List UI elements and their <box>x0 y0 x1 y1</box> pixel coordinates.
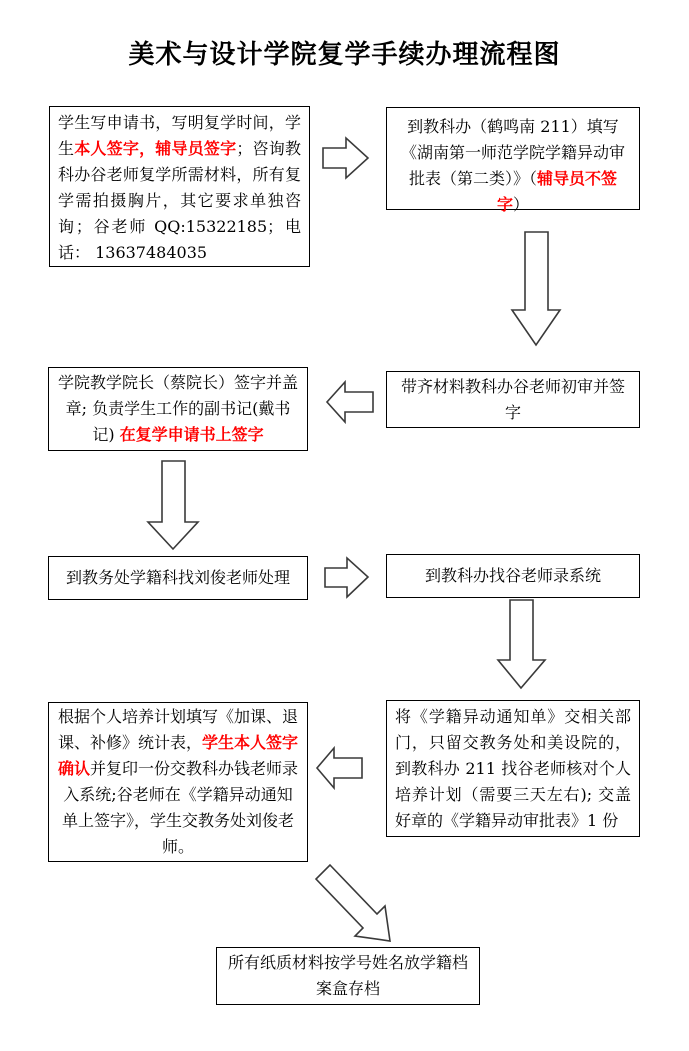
text-segment: 并复印一份交教科办钱老师录入系统;谷老师在《学籍异动通知单上签字》，学生交教务处刘俊老师。 <box>61 759 299 856</box>
text-segment: 将《学籍异动通知单》交相关部门，只留交教务处和美设院的，到教科办 211 找谷老师核对个人培养计划（需要三天左右); 交盖好章的《学籍异动审批表》1 份 <box>395 706 631 830</box>
text-segment: 到教科办（鹤鸣南 211）填写《湖南第一师范学院学籍异动审批表（第二类）》（ <box>400 117 625 188</box>
text-segment: 学院教学院长（蔡院长）签字并盖章; 负责学生工作的副书记(戴书记) <box>57 373 298 444</box>
down-arrow-icon <box>512 232 560 345</box>
text-segment: 所有纸质材料按学号姓名放学籍档案盒存档 <box>227 953 468 998</box>
text-segment: 本人签字，辅导员签字 <box>74 139 237 158</box>
down-arrow-icon <box>498 600 545 688</box>
left-arrow-icon <box>317 748 362 788</box>
flow-step-fill-approval-form <box>386 107 640 214</box>
text-segment: ；咨询教科办谷老师复学所需材料，所有复学需拍摄胸片，其它要求单独咨询；谷老师 QQ:15322185；电话： 13637484035 <box>58 139 301 262</box>
flow-step-office-system-entry <box>386 554 640 598</box>
text-segment: 到教科办找谷老师录系统 <box>424 566 601 585</box>
right-arrow-icon <box>325 558 368 597</box>
text-segment: 根据个人培养计划填写《加课、退课、补修》统计表， <box>57 707 298 752</box>
flow-step-archive <box>216 947 480 1005</box>
text-segment: 学生本人签字确认 <box>57 733 299 778</box>
diagonal-down-right-arrow-icon <box>316 865 390 941</box>
right-arrow-icon <box>323 138 368 178</box>
text-segment: 到教务处学籍科找刘俊老师处理 <box>65 568 290 587</box>
text-segment: ） <box>513 195 530 214</box>
flow-step-dean-sign-stamp <box>48 367 308 451</box>
flow-step-course-statistics <box>48 702 308 862</box>
page-title: 美术与设计学院复学手续办理流程图 <box>128 40 561 70</box>
text-segment: 在复学申请书上签字 <box>119 425 264 444</box>
flow-step-write-application <box>49 106 310 267</box>
text-segment: 辅导员不签字 <box>496 169 618 214</box>
down-arrow-icon <box>148 461 198 549</box>
flow-step-initial-review <box>386 371 640 428</box>
flow-step-submit-notice <box>386 700 640 837</box>
flow-step-registrar-liu <box>48 556 308 600</box>
left-arrow-icon <box>327 382 373 422</box>
text-segment: 学生写申请书，写明复学时间，学生 <box>58 113 301 158</box>
text-segment: 带齐材料教科办谷老师初审并签字 <box>400 376 625 422</box>
